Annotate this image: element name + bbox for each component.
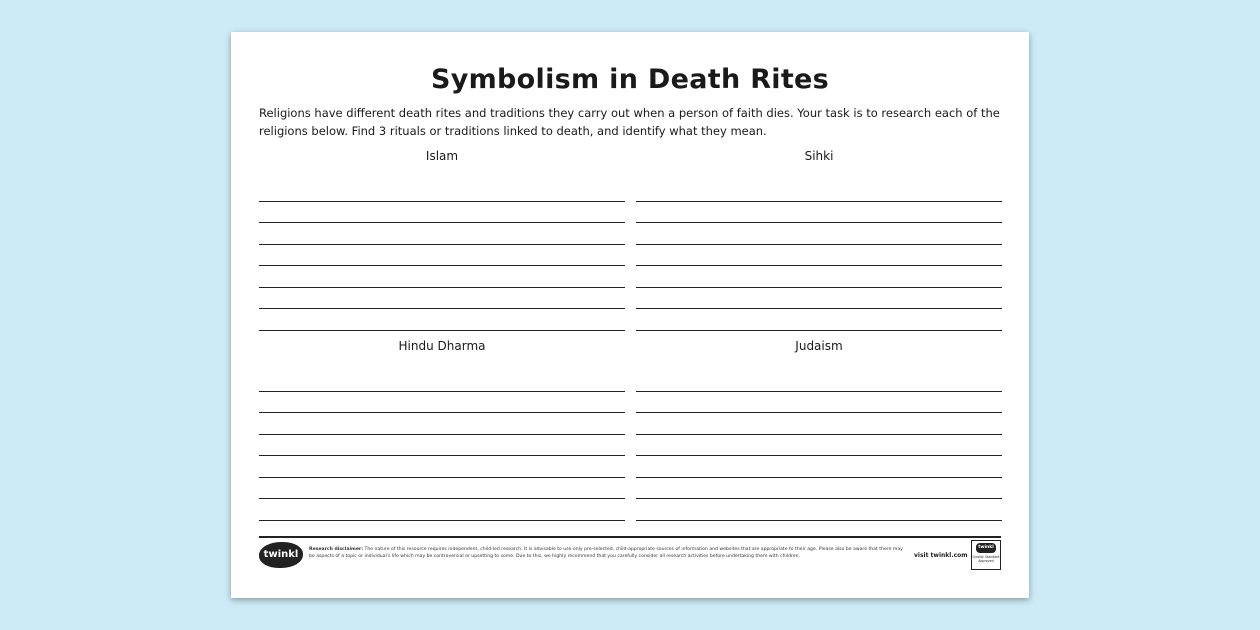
worksheet-page: [231, 32, 1029, 598]
section-heading: Hindu Dharma: [398, 339, 486, 353]
writing-line[interactable]: [259, 499, 625, 521]
writing-line[interactable]: [636, 288, 1002, 310]
section-judaism: [636, 338, 1002, 521]
writing-line[interactable]: [259, 456, 625, 478]
writing-line[interactable]: [636, 435, 1002, 457]
section-islam: [259, 148, 625, 331]
footer-divider: [259, 536, 1001, 538]
writing-line[interactable]: [636, 266, 1002, 288]
disclaimer-text: The nature of this resource requires independent, child-led research. It is advisable to use only pre-selected, child-appropriate sources of information and websites that are appropriate to their age. Please also be aware that there may be aspects of a topic or individual's life which may be controversial or upsetting to some. Due to this, we highly recommend that you carefully consider all research activities before undertaking them with children.: [309, 547, 903, 559]
disclaimer-label: Research disclaimer:: [309, 547, 364, 552]
writing-line[interactable]: [259, 392, 625, 414]
writing-line[interactable]: [636, 309, 1002, 331]
quality-badge: [971, 540, 1001, 570]
writing-line[interactable]: [259, 413, 625, 435]
writing-line[interactable]: [259, 180, 625, 202]
writing-line[interactable]: [636, 223, 1002, 245]
writing-line[interactable]: [636, 499, 1002, 521]
intro-text: Religions have different death rites and traditions they carry out when a person of faith dies. Your task is to research each of the religions below. Find 3 rituals or traditions linked to death, and identify what they mean.: [259, 106, 1000, 138]
writing-lines: [259, 180, 625, 331]
badge-logo: twinkl: [976, 543, 996, 553]
writing-line[interactable]: [259, 478, 625, 500]
writing-line[interactable]: [636, 392, 1002, 414]
writing-lines: [636, 180, 1002, 331]
writing-line[interactable]: [259, 435, 625, 457]
section-hindu-dharma: [259, 338, 625, 521]
writing-line[interactable]: [636, 245, 1002, 267]
writing-line[interactable]: [636, 370, 1002, 392]
writing-line[interactable]: [259, 202, 625, 224]
visit-link[interactable]: visit twinkl.com: [914, 552, 968, 559]
writing-line[interactable]: [259, 223, 625, 245]
writing-line[interactable]: [259, 370, 625, 392]
page-title: Symbolism in Death Rites: [430, 64, 830, 95]
research-disclaimer: [309, 546, 909, 560]
writing-lines: [636, 370, 1002, 521]
section-sikhi: [636, 148, 1002, 331]
writing-line[interactable]: [636, 478, 1002, 500]
writing-lines: [259, 370, 625, 521]
writing-line[interactable]: [259, 245, 625, 267]
badge-text: Quality Standard Approved: [972, 555, 1000, 563]
section-heading: Islam: [425, 149, 459, 163]
writing-line[interactable]: [259, 309, 625, 331]
writing-line[interactable]: [636, 180, 1002, 202]
writing-line[interactable]: [259, 266, 625, 288]
footer: [259, 540, 1001, 576]
section-heading: Sihki: [804, 149, 834, 163]
writing-line[interactable]: [259, 288, 625, 310]
section-heading: Judaism: [795, 339, 843, 353]
writing-line[interactable]: [636, 456, 1002, 478]
twinkl-logo: twinkl: [259, 542, 303, 568]
writing-line[interactable]: [636, 202, 1002, 224]
writing-line[interactable]: [636, 413, 1002, 435]
